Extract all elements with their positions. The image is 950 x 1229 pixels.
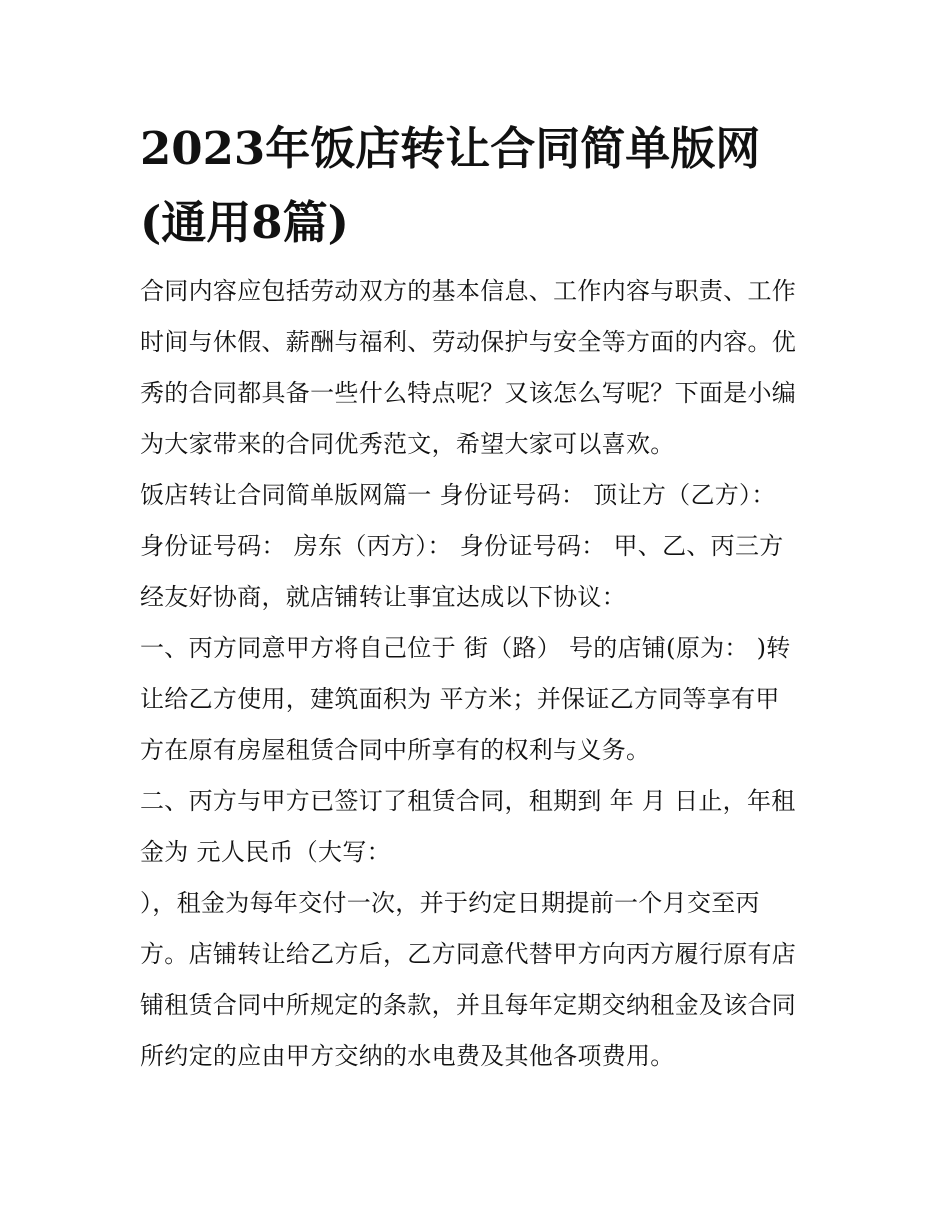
text-line: 铺租赁合同中所规定的条款，并且每年定期交纳租金及该合同 [140,991,797,1019]
text-line: 二、丙方与甲方已签订了租赁合同，租期到 年 月 日止，年租 [140,787,796,815]
intro-paragraph [140,266,812,470]
text-line: ），租金为每年交付一次，并于约定日期提前一个月交至丙 [140,889,760,917]
text-line: 经友好协商，就店铺转让事宜达成以下协议： [140,583,626,611]
text-line: 所约定的应由甲方交纳的水电费及其他各项费用。 [140,1042,675,1070]
text-line: 饭店转让合同简单版网篇一 身份证号码： 顶让方（乙方）： [140,481,776,509]
clause-one-paragraph [140,623,812,776]
text-line: 时间与休假、薪酬与福利、劳动保护与安全等方面的内容。优 [140,328,797,356]
text-line: 身份证号码： 房东（丙方）： 身份证号码： 甲、乙、丙三方 [140,532,784,560]
text-line: 方在原有房屋租赁合同中所享有的权利与义务。 [140,736,651,764]
title-line: 2023年饭店转让合同简单版网 [140,122,761,175]
text-line: 秀的合同都具备一些什么特点呢？又该怎么写呢？下面是小编 [140,379,797,407]
document-page [140,112,812,1082]
section-one-paragraph [140,470,812,623]
title-line: (通用8篇) [140,196,349,249]
text-line: 一、丙方同意甲方将自己位于 街（路） 号的店铺(原为： )转 [140,634,791,662]
text-line: 让给乙方使用，建筑面积为 平方米；并保证乙方同等享有甲 [140,685,780,713]
document-title [140,112,812,260]
text-line: 为大家带来的合同优秀范文，希望大家可以喜欢。 [140,430,675,458]
text-line: 合同内容应包括劳动双方的基本信息、工作内容与职责、工作 [140,277,797,305]
text-line: 金为 元人民币（大写： [140,838,391,866]
text-line: 方。店铺转让给乙方后，乙方同意代替甲方向丙方履行原有店 [140,940,797,968]
clause-two-paragraph [140,776,812,1082]
